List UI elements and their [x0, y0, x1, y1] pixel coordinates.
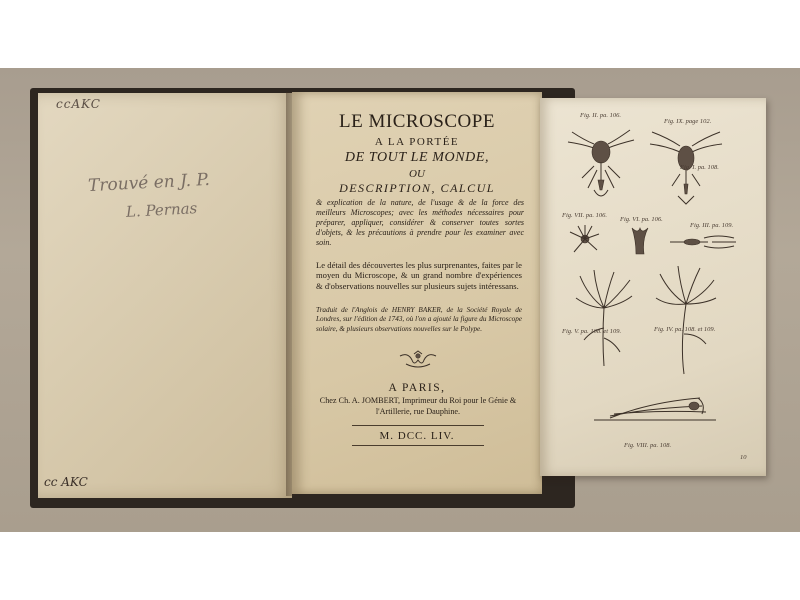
book-title: LE MICROSCOPE — [339, 111, 495, 132]
caption-fig-6: Fig. VI. pa. 106. — [620, 216, 663, 223]
caption-fig-7: Fig. VII. pa. 106. — [562, 212, 607, 219]
caption-fig-9: Fig. IX. page 102. — [664, 118, 712, 125]
specimen-fig-6-illustration — [626, 224, 654, 258]
polyp-fig-5-illustration — [574, 268, 634, 368]
translation-note: Traduit de l'Anglois de HENRY BAKER, de la Société Royale de Londres, sur l'édition de 1743, où l'on a ajouté la figure du Microscope solaire, & plusieurs observations nouvelles sur le Polype. — [316, 306, 522, 333]
plate-number: 10 — [740, 454, 747, 461]
cover-bottom-mark: cc AKC — [44, 475, 88, 489]
publication-date: M. DCC. LIV. — [379, 430, 455, 442]
cover-top-mark: ccAKC — [56, 97, 101, 111]
description-heading: DESCRIPTION, CALCUL — [339, 181, 495, 195]
left-cover-page — [38, 93, 292, 498]
caption-fig-1: Fig. I. pa. 108. — [680, 164, 719, 171]
caption-fig-8: Fig. VIII. pa. 108. — [624, 442, 672, 449]
caption-fig-2: Fig. II. pa. 106. — [580, 112, 621, 119]
book-ou: OU — [409, 168, 425, 180]
publisher-line: Chez Ch. A. JOMBERT, Imprimeur du Roi pour le Génie & l'Artillerie, rue Dauphine. — [319, 396, 517, 416]
book-subtitle-1: A LA PORTÉE — [374, 136, 460, 148]
specimen-fig-7-illustration — [566, 222, 604, 256]
book-subtitle-2: DE TOUT LE MONDE, — [344, 150, 490, 165]
detail-paragraph: Le détail des découvertes les plus surprenantes, faites par le moyen du Microscope, & un grand nombre d'expériences & d'observations nouvelles sur plusieurs sujets intéressans. — [316, 260, 522, 291]
specimen-fig-3-illustration — [668, 232, 738, 252]
date-rule-bottom — [352, 445, 484, 446]
polyp-fig-4-illustration — [654, 264, 718, 376]
ornament-icon — [398, 350, 438, 370]
plate-page — [540, 98, 766, 476]
cover-handwriting-line2: L. Pernas — [125, 199, 198, 221]
date-rule-top — [352, 425, 484, 426]
specimen-fig-8-illustration — [590, 394, 720, 430]
caption-fig-4: Fig. IV. pa. 108. et 109. — [654, 326, 716, 333]
publication-city: A PARIS, — [388, 382, 446, 394]
description-body: & explication de la nature, de l'usage & de la force des meilleurs Microscopes; avec les méthodes nécessaires pour préparer, appliquer, considérer & conserver toutes sortes d'objets, & les précautions à prendre pour les examiner avec soin. — [316, 198, 524, 247]
title-page — [292, 92, 542, 494]
crustacean-fig-2-illustration — [564, 118, 638, 204]
cover-handwriting-line1: Trouvé en J. P. — [87, 169, 211, 197]
caption-fig-5: Fig. V. pa. 108. et 109. — [562, 328, 622, 335]
caption-fig-3: Fig. III. pa. 109. — [690, 222, 734, 229]
